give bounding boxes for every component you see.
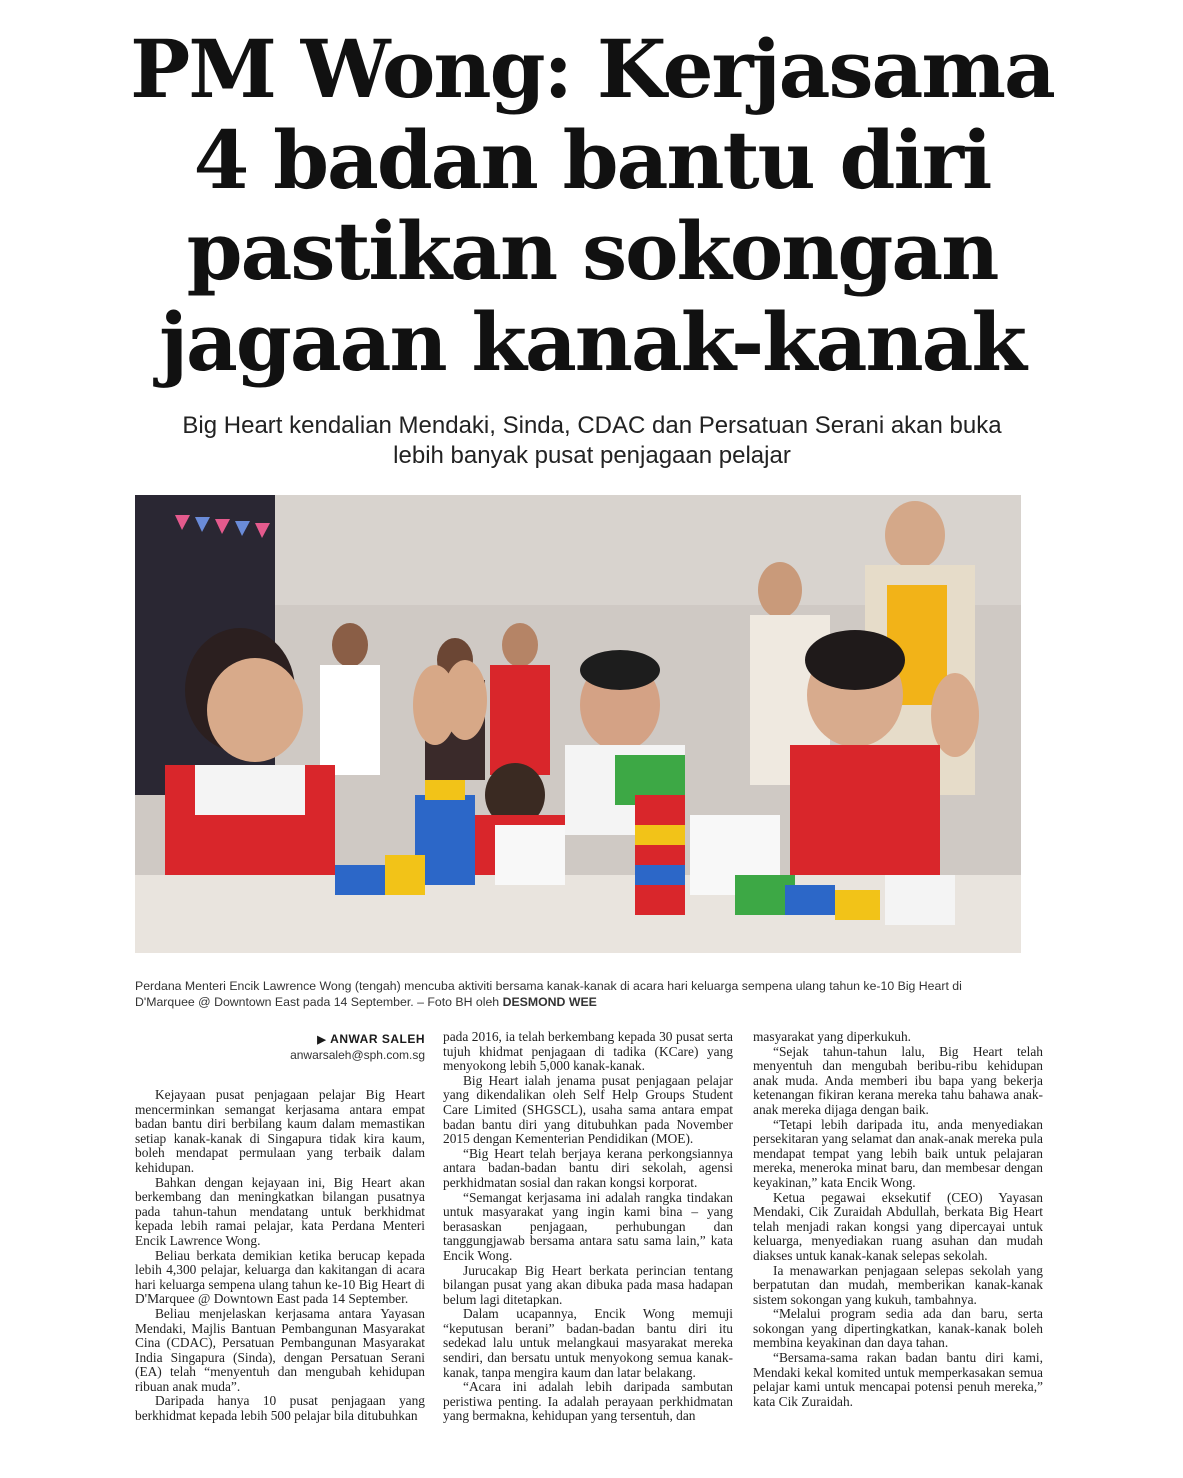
news-photo: [135, 495, 1021, 953]
paragraph: pada 2016, ia telah berkembang kepada 30 pusat serta tujuh khidmat penjagaan di tadika (KCare) yang menyokong lebih 5,000 kanak-kanak.: [443, 1029, 733, 1074]
paragraph: Jurucakap Big Heart berkata perincian tentang bilangan pusat yang akan dibuka pada masa hadapan belum lagi ditetapkan.: [443, 1262, 733, 1307]
paragraph: Big Heart ialah jenama pusat penjagaan pelajar yang dikendalikan oleh Self Help Groups Student Care Limited (SHGSCL), usaha sama antara empat badan bantu diri yang ditubuhkan pada November 2015 dengan Kementerian Pendidikan (MOE).: [443, 1072, 733, 1147]
headline-line-4: jagaan kanak-kanak: [159, 295, 1025, 389]
photo-caption: [135, 978, 1021, 1010]
author-email: anwarsaleh@sph.com.sg: [290, 1048, 425, 1062]
paragraph: “Bersama-sama rakan badan bantu diri kami, Mendaki kekal komited untuk memperkasakan semua pelajar kami untuk mencapai potensi penuh mereka,” kata Cik Zuraidah.: [753, 1350, 1043, 1409]
paragraph: “Big Heart telah berjaya kerana perkongsiannya antara badan-badan bantu diri sekolah, agensi perkhidmatan sosial dan rakan kongsi korporat.: [443, 1145, 733, 1190]
paragraph: “Acara ini adalah lebih daripada sambutan peristiwa penting. Ia adalah perayaan perkhidmatan yang bermakna, kehidupan yang tersentuh, dan: [443, 1379, 733, 1424]
paragraph: Ia menawarkan penjagaan selepas sekolah yang berpatutan dan mudah, memberikan kanak-kanak sistem sokongan yang kukuh, tambahnya.: [753, 1262, 1043, 1307]
paragraph: “Sejak tahun-tahun lalu, Big Heart telah menyentuh dan mengubah beribu-ribu kehidupan anak muda. Anda memberi ibu bapa yang bekerja ketenangan fikiran kerana mereka tahu bahawa anak-anak mereka dijaga dengan baik.: [753, 1043, 1043, 1117]
headline-line-2: 4 badan bantu diri: [193, 113, 991, 207]
paragraph: “Tetapi lebih daripada itu, anda menyediakan persekitaran yang selamat dan anak-anak mereka pula mendapat tempat yang lebih baik untuk pelajaran mereka, meneroka minat baru, dan membesar dengan keyakinan,” kata Encik Wong.: [753, 1116, 1043, 1190]
subheadline: [150, 411, 1034, 471]
photo-icon: [135, 495, 1021, 953]
article-column-3: [753, 1030, 1043, 1409]
paragraph: “Semangat kerjasama ini adalah rangka tindakan untuk masyarakat yang ingin kami bina – yang berasaskan penjagaan, perhubungan dan tanggungjawab bersama antara satu sama lain,” kata Encik Wong.: [443, 1189, 733, 1263]
paragraph: Ketua pegawai eksekutif (CEO) Yayasan Mendaki, Cik Zuraidah Abdullah, berkata Big Heart telah menjadi rakan kongsi yang dipercayai untuk keluarga, menyediakan ruang asuhan dan mudah diakses untuk kanak-kanak selepas sekolah.: [753, 1189, 1043, 1263]
byline: [135, 1032, 425, 1062]
subheadline-line-1: Big Heart kendalian Mendaki, Sinda, CDAC dan Persatuan Serani akan buka: [182, 412, 1002, 439]
headline-line-1: PM Wong: Kerjasama: [130, 22, 1054, 116]
paragraph: “Melalui program sedia ada dan baru, serta sokongan yang dipertingkatkan, kanak-kanak boleh membina keyakinan dan daya tahan.: [753, 1306, 1043, 1351]
caption-text: Perdana Menteri Encik Lawrence Wong (tengah) mencuba aktiviti bersama kanak-kanak di acara hari keluarga sempena ulang tahun ke-10 Big Heart di D'Marquee @ Downtown East pada 14 September. – Foto BH oleh: [135, 979, 962, 1009]
paragraph: Kejayaan pusat penjagaan pelajar Big Heart mencerminkan semangat kerjasama antara empat badan bantu diri berbilang kaum dalam memastikan setiap kanak-kanak di Singapura tidak kira kaum, boleh mendapat permulaan yang terbaik dalam kehidupan.: [135, 1087, 425, 1175]
paragraph: Daripada hanya 10 pusat penjagaan yang berkhidmat kepada lebih 500 pelajar bila ditubuhkan: [135, 1393, 425, 1424]
subheadline-line-2: lebih banyak pusat penjagaan pelajar: [393, 442, 791, 469]
author-name: ANWAR SALEH: [330, 1032, 425, 1046]
article-column-2: [443, 1030, 733, 1424]
paragraph: Dalam ucapannya, Encik Wong memuji “keputusan berani” badan-badan bantu diri itu sedekad lalu untuk melangkaui masyarakat mereka sendiri, dan bersatu untuk menyokong semua kanak-kanak, tanpa mengira kaum dan latar belakang.: [443, 1306, 733, 1380]
photo-credit: DESMOND WEE: [502, 995, 597, 1009]
paragraph: masyarakat yang diperkukuh.: [753, 1029, 912, 1044]
play-arrow-icon: ▶: [317, 1034, 327, 1046]
headline-line-3: pastikan sokongan: [186, 204, 998, 298]
paragraph: Beliau berkata demikian ketika berucap kepada lebih 4,300 pelajar, keluarga dan kakitangan di acara hari keluarga sempena ulang tahun ke-10 Big Heart di D'Marquee @ Downtown East pada 14 September.: [135, 1247, 425, 1307]
paragraph: Bahkan dengan kejayaan ini, Big Heart akan berkembang dan meningkatkan bilangan pusatnya pada tahun-tahun mendatang untuk berkhidmat kepada lebih ramai pelajar, kata Perdana Menteri Encik Lawrence Wong.: [135, 1174, 425, 1248]
author-line: [135, 1032, 425, 1046]
headline: [120, 24, 1064, 388]
paragraph: Beliau menjelaskan kerjasama antara Yayasan Mendaki, Majlis Bantuan Pembangunan Masyarakat Cina (CDAC), Persatuan Pembangunan Masyarakat India Singapura (Sinda), dengan Persatuan Serani (EA) telah “menyentuh dan mengubah kehidupan ribuan anak muda”.: [135, 1305, 425, 1394]
article-column-1: [135, 1088, 425, 1424]
